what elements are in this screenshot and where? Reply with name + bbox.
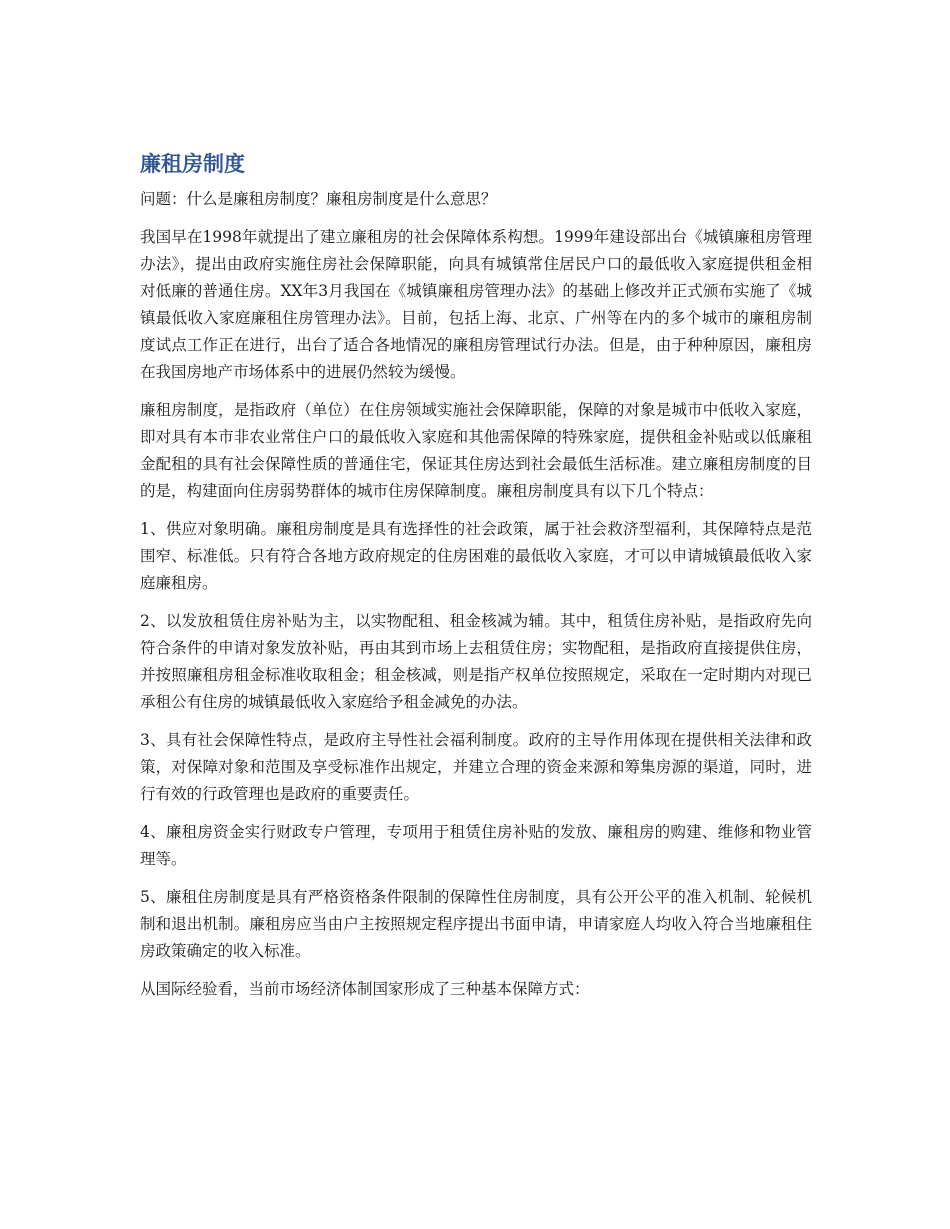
paragraph-feature-3: 3、具有社会保障性特点，是政府主导性社会福利制度。政府的主导作用体现在提供相关法律和政策，对保障对象和范围及享受标准作出规定，并建立合理的资金来源和筹集房源的渠道，同时，进行有效的行政管理也是政府的重要责任。 [140, 731, 812, 803]
paragraph-feature-5: 5、廉租住房制度是具有严格资格条件限制的保障性住房制度，具有公开公平的准入机制、轮候机制和退出机制。廉租房应当由户主按照规定程序提出书面申请，申请家庭人均收入符合当地廉租住房政策确定的收入标准。 [140, 888, 812, 960]
paragraph-feature-1: 1、供应对象明确。廉租房制度是具有选择性的社会政策，属于社会救济型福利，其保障特点是范围窄、标准低。只有符合各地方政府规定的住房困难的最低收入家庭，才可以申请城镇最低收入家庭廉租房。 [140, 520, 812, 592]
paragraph-definition: 廉租房制度，是指政府（单位）在住房领域实施社会保障职能，保障的对象是城市中低收入家庭，即对具有本市非农业常住户口的最低收入家庭和其他需保障的特殊家庭，提供租金补贴或以低廉租金配租的具有社会保障性质的普通住宅，保证其住房达到社会最低生活标准。建立廉租房制度的目的是，构建面向住房弱势群体的城市住房保障制度。廉租房制度具有以下几个特点： [140, 401, 812, 500]
paragraph-feature-4: 4、廉租房资金实行财政专户管理，专项用于租赁住房补贴的发放、廉租房的购建、维修和物业管理等。 [140, 823, 812, 868]
document-title: 廉租房制度 [140, 152, 245, 176]
paragraph-history: 我国早在1998年就提出了建立廉租房的社会保障体系构想。1999年建设部出台《城镇廉租房管理办法》，提出由政府实施住房社会保障职能，向具有城镇常住居民户口的最低收入家庭提供租金相对低廉的普通住房。XX年3月我国在《城镇廉租房管理办法》的基础上修改并正式颁布实施了《城镇最低收入家庭廉租住房管理办法》。目前，包括上海、北京、广州等在内的多个城市的廉租房制度试点工作正在进行，出台了适合各地情况的廉租房管理试行办法。但是，由于种种原因，廉租房在我国房地产市场体系中的进展仍然较为缓慢。 [140, 228, 812, 381]
paragraph-feature-2: 2、以发放租赁住房补贴为主，以实物配租、租金核减为辅。其中，租赁住房补贴，是指政府先向符合条件的申请对象发放补贴，再由其到市场上去租赁住房；实物配租，是指政府直接提供住房，并按照廉租房租金标准收取租金；租金核减，则是指产权单位按照规定，采取在一定时期内对现已承租公有住房的城镇最低收入家庭给予租金减免的办法。 [140, 612, 812, 711]
document-body [140, 148, 812, 1014]
question-line: 问题：什么是廉租房制度？廉租房制度是什么意思？ [140, 190, 497, 208]
paragraph-international: 从国际经验看，当前市场经济体制国家形成了三种基本保障方式： [140, 980, 590, 998]
